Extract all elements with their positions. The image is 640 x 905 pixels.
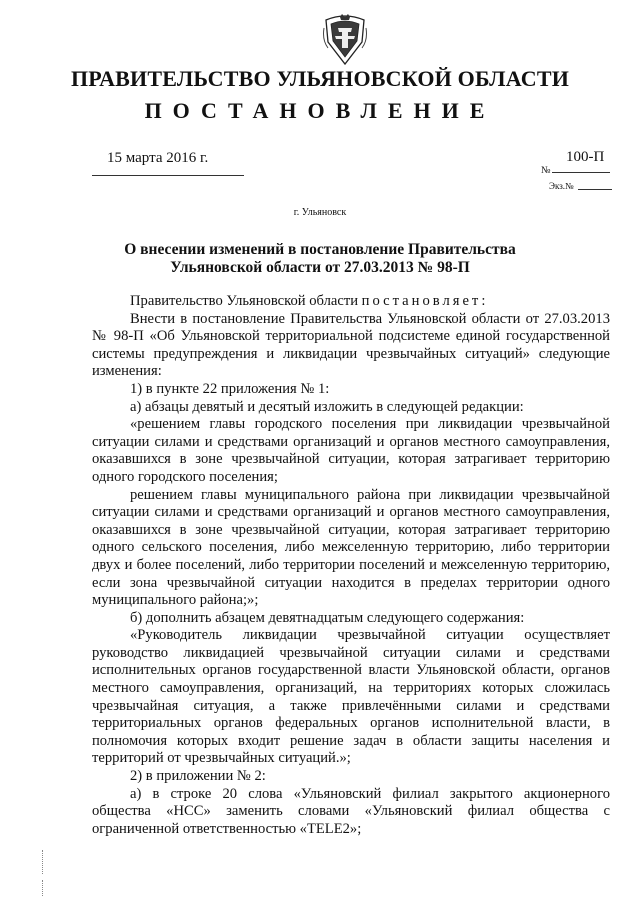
enacting-clause-suffix: :: [481, 293, 486, 309]
paragraph: а) в строке 20 слова «Ульяновский филиал закрытого акционерного общества «НСС» заменить словами «Ульяновский филиал общества с ограниченной ответственностью «TELE2»;: [92, 785, 610, 837]
heading-line-1: О внесении изменений в постановление Правительства: [124, 241, 516, 258]
paragraph: б) дополнить абзацем девятнадцатым следующего содержания:: [130, 609, 525, 626]
paragraph: 2) в приложении № 2:: [130, 768, 266, 785]
document-number: 100-П: [566, 149, 605, 165]
document-body: [92, 293, 610, 838]
paragraph: решением главы муниципального района при ликвидации чрезвычайной ситуации силами и средствами организаций и органов местного самоуправления, оказавшихся в зоне чрезвычайной ситуации, которая затрагивает территорию одного сельского поселения, либо межселенную территорию, либо территории двух и более поселений, либо территории поселений и межселенную территорию, если зона чрезвычайной ситуации находится в пределах территории одного муниципального района;»;: [92, 486, 610, 609]
government-title: ПРАВИТЕЛЬСТВО УЛЬЯНОВСКОЙ ОБЛАСТИ: [70, 66, 570, 91]
paragraph: «решением главы городского поселения при ликвидации чрезвычайной ситуации силами и средствами организаций и органов местного самоуправления, оказавшихся в зоне чрезвычайной ситуации, которая затрагивает территорию одного городского поселения;: [92, 416, 610, 485]
paragraph: Внести в постановление Правительства Ульяновской области от 27.03.2013 № 98-П «Об Ульяновской территориальной подсистеме единой государственной системы предупреждения и ликвидации чрезвычайных ситуаций» следующие изменения:: [92, 310, 610, 380]
number-underline: [552, 172, 610, 173]
paragraph: 1) в пункте 22 приложения № 1:: [130, 380, 330, 397]
copy-number-underline: [578, 189, 612, 190]
margin-mark: [42, 850, 43, 874]
coat-of-arms-icon: [322, 14, 368, 66]
paragraph: а) абзацы девятый и десятый изложить в следующей редакции:: [130, 398, 524, 415]
document-type: ПОСТАНОВЛЕНИЕ: [144, 98, 496, 123]
date-underline: [92, 175, 244, 176]
enacting-clause-prefix: Правительство Ульяновской области: [130, 293, 362, 309]
enacting-clause: [92, 293, 610, 311]
document-heading: [0, 241, 640, 277]
heading-line-2: Ульяновской области от 27.03.2013 № 98-П: [170, 259, 470, 276]
copy-number-label: Экз.№: [549, 181, 574, 191]
enacting-clause-verb: постановляет: [361, 293, 482, 309]
document-date: 15 марта 2016 г.: [107, 150, 209, 166]
paragraph: «Руководитель ликвидации чрезвычайной ситуации осуществляет руководство ликвидацией чрезвычайной ситуации силами и средствами исполнительных органов государственной власти Ульяновской области, органов местного самоуправления, организаций, на территориях которых сложилась чрезвычайная ситуация, а также привлечёнными силами и средствами территориальных органов федеральных органов исполнительной власти, в полномочия которых входит решение задач в области защиты населения и территорий от чрезвычайных ситуаций.»;: [92, 627, 610, 767]
margin-mark: [42, 880, 43, 896]
city-label: г. Ульяновск: [293, 207, 347, 218]
number-sign: №: [541, 165, 551, 176]
